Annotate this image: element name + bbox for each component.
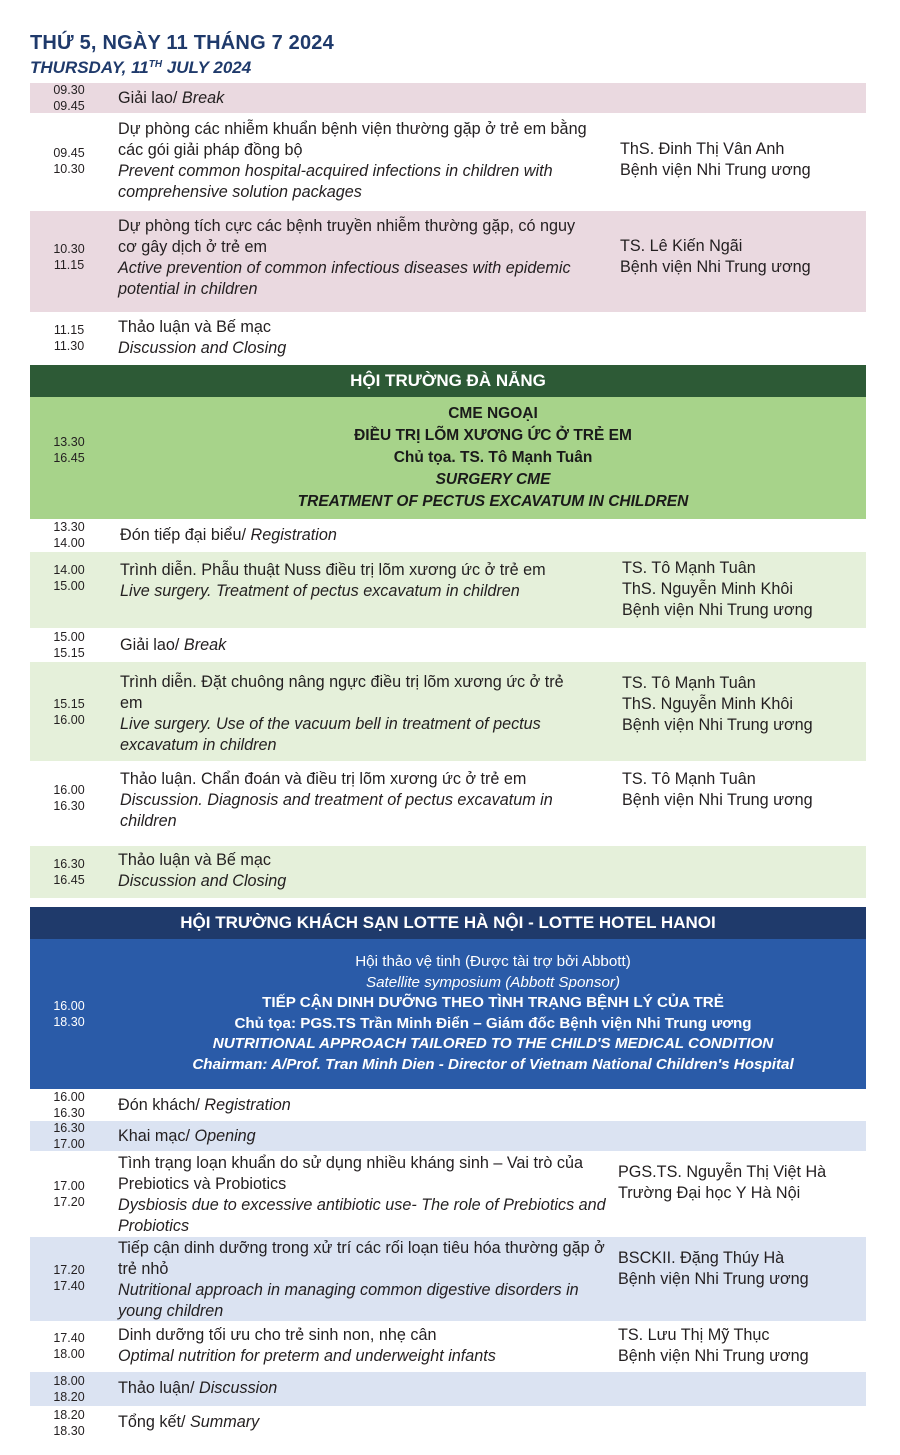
satellite-symposium-block [30,939,866,1089]
agenda-row [30,1121,866,1151]
session-title: Tiếp cận dinh dưỡng trong xử trí các rối loạn tiêu hóa thường gặp ở trẻ nhỏ Nutritional approach in managing common digestive disorders in young children [118,1239,605,1320]
time-range: 13.30 14.00 [53,520,85,550]
agenda-row [30,519,866,549]
speaker-info: TS. Lê Kiến Ngãi Bệnh viện Nhi Trung ương [620,237,811,276]
agenda-row [30,1090,866,1120]
agenda-row [30,846,866,898]
cme-surgery-block [30,397,866,519]
agenda-row [30,116,866,210]
cme-title: CME NGOẠI ĐIỀU TRỊ LÕM XƯƠNG ỨC Ở TRẺ EM Chủ tọa. TS. Tô Mạnh Tuân SURGERY CME TREATMENT OF PECTUS EXCAVATUM IN CHILDREN [297,405,689,510]
time-range: 18.20 18.30 [53,1408,85,1438]
session-title: Giải lao/ Break [118,89,225,107]
time-range: 18.00 18.20 [53,1374,85,1404]
speaker-info: TS. Tô Mạnh Tuân ThS. Nguyễn Minh Khôi Bệnh viện Nhi Trung ương [622,559,813,619]
session-title: Thảo luận và Bế mạc Discussion and Closing [118,851,287,890]
time-range: 09.30 09.45 [53,83,85,113]
session-title: Dinh dưỡng tối ưu cho trẻ sinh non, nhẹ cân Optimal nutrition for preterm and underweight infants [118,1326,496,1365]
session-title: Đón khách/ Registration [118,1096,291,1114]
agenda-row [30,1322,866,1370]
session-title: Thảo luận. Chẩn đoán và điều trị lõm xương ức ở trẻ em Discussion. Diagnosis and treatment of pectus excavatum in children [120,770,553,830]
session-title: Đón tiếp đại biểu/ Registration [120,526,337,544]
hall-banner-danang: HỘI TRƯỜNG ĐÀ NẴNG [30,365,866,397]
session-title: Trình diễn. Phẫu thuật Nuss điều trị lõm xương ức ở trẻ em Live surgery. Treatment of pectus excavatum in children [120,561,546,600]
session-title: Tình trạng loạn khuẩn do sử dụng nhiều kháng sinh – Vai trò của Prebiotics và Probiotics Dysbiosis due to excessive antibiotic use- The role of Prebiotics and Probiotics [118,1154,606,1235]
agenda-row [30,83,866,113]
session-title: Tổng kết/ Summary [118,1413,260,1431]
symposium-title: Hội thảo vệ tinh (Được tài trợ bởi Abbott) Satellite symposium (Abbott Sponsor) TIẾP CẬN DINH DƯỠNG THEO TÌNH TRẠNG BỆNH LÝ CỦA TRẺ Chủ tọa: PGS.TS Trần Minh Điển – Giám đốc Bệnh viện Nhi Trung ương NUTRITIONAL APPROACH TAILORED TO THE CHILD'S MEDICAL CONDITION Chairman: A/Prof. Tran Minh Dien - Director of Vietnam National Children's Hospital [192,953,794,1073]
time-range: 11.15 11.30 [53,323,85,353]
session-title: Dự phòng các nhiễm khuẩn bệnh viện thường gặp ở trẻ em bằng các gói giải pháp đồng bộ Prevent common hospital-acquired infections in children with comprehensive solution packages [118,120,587,201]
time-range: 16.30 16.45 [53,857,85,887]
time-range: 15.00 15.15 [53,630,85,660]
session-title: Khai mạc/ Opening [118,1127,256,1145]
time-range: 16.00 18.30 [53,999,85,1029]
time-range: 09.45 10.30 [53,146,85,176]
agenda-row [30,211,866,312]
time-range: 10.30 11.15 [53,242,85,272]
speaker-info: TS. Tô Mạnh Tuân Bệnh viện Nhi Trung ương [622,770,813,809]
agenda-row [30,629,866,661]
time-range: 17.40 18.00 [53,1331,85,1361]
agenda-row [30,552,866,628]
session-title: Giải lao/ Break [120,636,227,654]
time-range: 16.00 16.30 [53,1090,85,1120]
time-range: 16.30 17.00 [53,1121,85,1151]
session-title: Dự phòng tích cực các bệnh truyền nhiễm thường gặp, có nguy cơ gây dịch ở trẻ em Active prevention of common infectious diseases with epidemic potential in children [118,217,576,298]
speaker-info: PGS.TS. Nguyễn Thị Việt Hà Trường Đại học Y Hà Nội [618,1163,827,1202]
hall-banner-lotte: HỘI TRƯỜNG KHÁCH SẠN LOTTE HÀ NỘI - LOTTE HOTEL HANOI [30,907,866,939]
time-range: 17.00 17.20 [53,1179,85,1209]
agenda-row [30,662,866,761]
speaker-info: TS. Lưu Thị Mỹ Thục Bệnh viện Nhi Trung ương [618,1326,809,1365]
agenda-row [30,1237,866,1321]
agenda-row [30,1407,866,1441]
agenda-row [30,1372,866,1406]
time-range: 14.00 15.00 [53,563,85,593]
agenda-row [30,1152,866,1236]
time-range: 15.15 16.00 [53,697,85,727]
session-title: Thảo luận và Bế mạc Discussion and Closing [118,318,287,357]
session-title: Thảo luận/ Discussion [118,1379,278,1397]
time-range: 17.20 17.40 [53,1263,85,1293]
agenda-row [30,314,866,362]
date-title-en: THURSDAY, 11TH JULY 2024 [30,58,252,77]
time-range: 16.00 16.30 [53,783,85,813]
agenda-row [30,762,866,844]
speaker-info: ThS. Đinh Thị Vân Anh Bệnh viện Nhi Trung ương [620,140,811,179]
session-title: Trình diễn. Đặt chuông nâng ngực điều trị lõm xương ức ở trẻ em Live surgery. Use of the vacuum bell in treatment of pectus excavatum in children [120,673,564,754]
speaker-info: TS. Tô Mạnh Tuân ThS. Nguyễn Minh Khôi Bệnh viện Nhi Trung ương [622,674,813,734]
date-title-vi: THỨ 5, NGÀY 11 THÁNG 7 2024 [30,32,334,54]
speaker-info: BSCKII. Đặng Thúy Hà Bệnh viện Nhi Trung ương [618,1249,809,1288]
time-range: 13.30 16.45 [53,435,85,465]
